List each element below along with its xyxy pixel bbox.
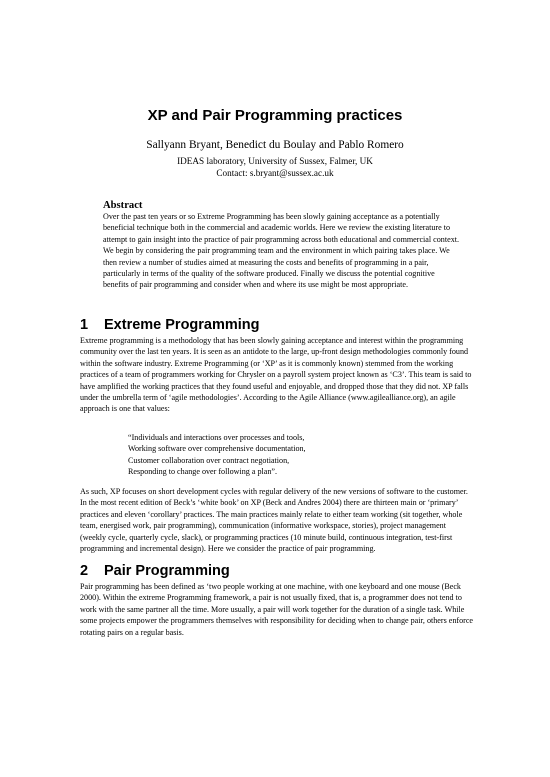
paper-title: XP and Pair Programming practices	[147, 107, 403, 124]
section-1-title: Extreme Programming	[104, 317, 260, 333]
section-1-number: 1	[80, 317, 89, 333]
section-2-paragraph-1: Pair programming has been defined as ‘two people working at one machine, with one keyboard and one mouse (Beck 2000). Within the extreme Programming framework, a pair is not usually fixed, that is, a programmer does not tend to work with the same partner all the time. More usually, a pair will work together for the duration of a single task. While some projects empower the programmers themselves with responsibility for deciding when to change pair, others enforce rotating pairs on a regular basis.	[80, 582, 474, 637]
paper-authors: Sallyann Bryant, Benedict du Boulay and Pablo Romero	[146, 139, 404, 151]
affiliation: IDEAS laboratory, University of Sussex, Falmer, UK	[177, 156, 373, 166]
contact-email: Contact: s.bryant@sussex.ac.uk	[216, 168, 334, 178]
section-1-paragraph-1: Extreme programming is a methodology that has been slowly gaining acceptance and interest within the programming community over the last ten years. It is seen as an antidote to the large, up-front design methodologies commonly found within the software industry. Extreme Programming (or ‘XP’ as it is commonly known) stemmed from the working practices of a team of programmers working for Chrysler on a payroll system project known as ‘C3’. This team is said to have amplified the working practices that they found useful and enjoyable, and dropped those that they did not. XP falls under the umbrella term of ‘agile methodologies’. According to the Agile Alliance (www.agilealliance.org), an agile approach is one that values:	[80, 336, 472, 414]
quote-line: “Individuals and interactions over processes and tools,	[128, 433, 305, 442]
agile-values-quote	[128, 432, 458, 478]
abstract-heading: Abstract	[103, 200, 143, 211]
author-affiliation-block	[0, 155, 550, 179]
quote-line: Responding to change over following a plan”.	[128, 467, 278, 477]
section-2-title: Pair Programming	[104, 563, 230, 579]
section-1-heading	[80, 317, 260, 333]
section-1-paragraph-2: As such, XP focuses on short development cycles with regular delivery of the new versions of software to the customer. In the most recent edition of Beck’s ‘white book’ on XP (Beck and Andres 2004) there are thirteen main or ‘primary’ practices and eleven ‘corollary’ practices. The main practices mainly relate to either team working (sit together, whole team, energised work, pair programming), communication (informative workspace, stories), project management (weekly cycle, quarterly cycle, slack), or programming practices (10 minute build, continuous integration, test-first programming and incremental design). Here we consider the practice of pair programming.	[80, 487, 468, 554]
quote-line: Working software over comprehensive documentation,	[128, 444, 306, 454]
section-2-number: 2	[80, 563, 89, 579]
quote-line: Customer collaboration over contract negotiation,	[128, 455, 290, 465]
abstract-body: Over the past ten years or so Extreme Programming has been slowly gaining acceptance as a potentially beneficial technique both in the commercial and academic worlds. Here we review the existing literature to attempt to gain insight into the practice of pair programming across both educational and commercial context. We begin by considering the pair programming team and the environment in which pairing takes place. We then review a number of studies aimed at measuring the costs and benefits of programming in a pair, particularly in terms of the quality of the software produced. Finally we discuss the potential cognitive benefits of pair programming and consider when and where its use might be most appropriate.	[103, 212, 460, 290]
section-2-heading	[80, 563, 230, 579]
